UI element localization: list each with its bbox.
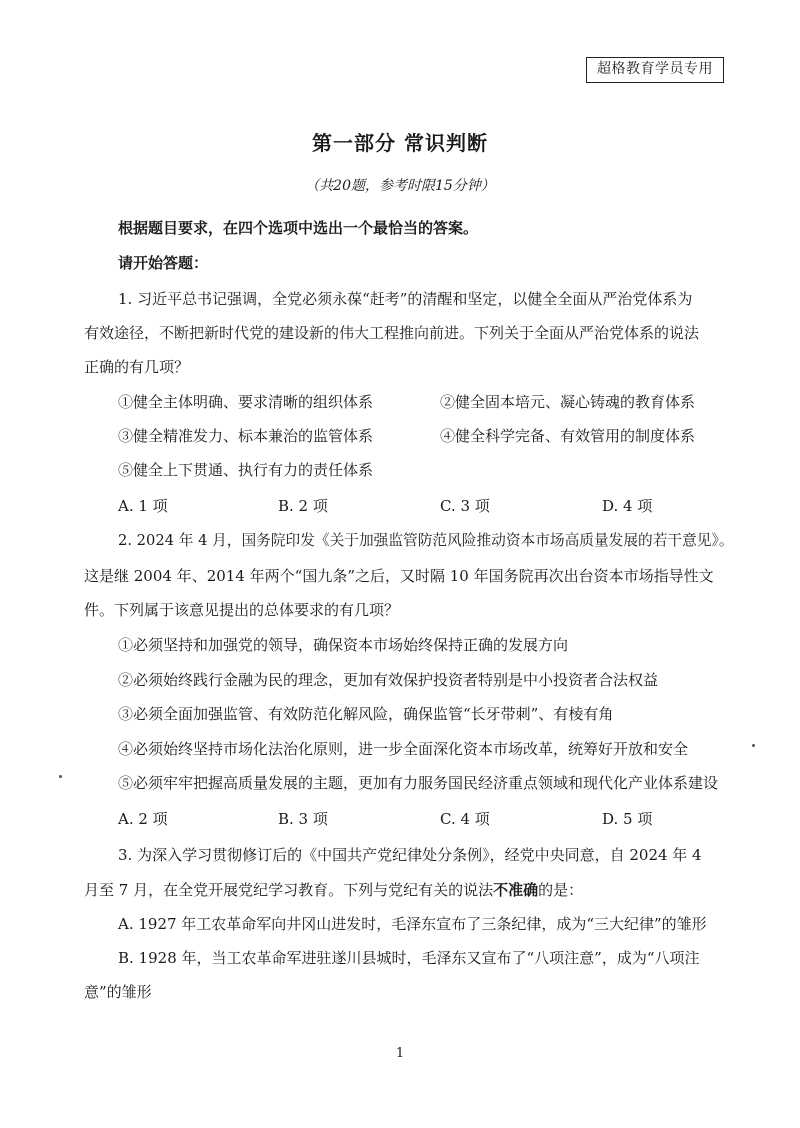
question-text-line: 1. 习近平总书记强调，全党必须永葆“赶考”的清醒和坚定，以健全全面从严治党体系为	[118, 290, 693, 308]
instruction-text: 根据题目要求，在四个选项中选出一个最恰当的答案。	[118, 219, 479, 237]
answer-option-b-continued: 意”的雏形	[84, 983, 152, 1001]
answer-option-d: D. 5 项	[602, 810, 653, 828]
question-text-segment: 的是：	[538, 881, 584, 899]
statement-item: ④必须始终坚持市场化法治化原则，进一步全面深化资本市场改革，统筹好开放和安全	[118, 740, 689, 758]
statement-item: ⑤健全上下贯通、执行有力的责任体系	[118, 461, 374, 479]
question-text-segment: 月至 7 月，在全党开展党纪学习教育。下列与党纪有关的说法	[84, 881, 494, 899]
answer-option-a: A. 1 项	[118, 497, 168, 515]
question-text-line: 2. 2024 年 4 月，国务院印发《关于加强监管防范风险推动资本市场高质量发展的若干意见》。	[118, 532, 734, 549]
start-text: 请开始答题：	[118, 254, 209, 272]
statement-item: ⑤必须牢牢把握高质量发展的主题，更加有力服务国民经济重点领域和现代化产业体系建设	[118, 774, 719, 792]
statement-item: ③必须全面加强监管、有效防范化解风险，确保监管“长牙带刺”、有棱有角	[118, 705, 614, 723]
question-text-line: 有效途径，不断把新时代党的建设新的伟大工程推向前进。下列关于全面从严治党体系的说法	[84, 324, 700, 342]
statement-item: ①健全主体明确、要求清晰的组织体系	[118, 393, 374, 411]
statement-item: ①必须坚持和加强党的领导，确保资本市场始终保持正确的发展方向	[118, 636, 569, 654]
page-number: 1	[395, 1046, 405, 1061]
answer-option-c: C. 3 项	[440, 497, 490, 515]
question-text-line: 3. 为深入学习贯彻修订后的《中国共产党纪律处分条例》，经党中央同意，自 2024 年 4	[118, 846, 702, 864]
statement-item: ③健全精准发力、标本兼治的监管体系	[118, 427, 374, 445]
answer-option-d: D. 4 项	[602, 497, 653, 515]
statement-item: ②健全固本培元、凝心铸魂的教育体系	[440, 393, 696, 411]
section-subtitle: （共20题，参考时限15分钟）	[305, 178, 495, 194]
answer-option-b: B. 1928 年，当工农革命军进驻遂川县城时，毛泽东又宣布了“八项注意”，成为“八项注	[118, 949, 700, 967]
answer-option-a: A. 1927 年工农革命军向井冈山进发时，毛泽东宣布了三条纪律，成为“三大纪律”的雏形	[118, 915, 707, 933]
statement-item: ④健全科学完备、有效管用的制度体系	[440, 427, 696, 445]
question-text-line	[84, 880, 583, 900]
statement-item: ②必须始终践行金融为民的理念，更加有效保护投资者特别是中小投资者合法权益	[118, 671, 659, 689]
question-text-line: 正确的有几项？	[84, 358, 190, 376]
student-only-stamp: 超格教育学员专用	[586, 57, 724, 83]
scan-speck	[752, 744, 755, 747]
answer-option-b: B. 3 项	[278, 810, 328, 828]
answer-option-c: C. 4 项	[440, 810, 490, 828]
emphasis-text: 不准确	[493, 881, 539, 899]
answer-option-b: B. 2 项	[278, 497, 328, 515]
answer-option-a: A. 2 项	[118, 810, 168, 828]
question-text-line: 这是继 2004 年、2014 年两个“国九条”之后，又时隔 10 年国务院再次出台资本市场指导性文	[84, 567, 714, 585]
question-text-line: 件。下列属于该意见提出的总体要求的有几项？	[84, 601, 400, 619]
section-title: 第一部分 常识判断	[312, 131, 488, 155]
scan-speck	[59, 775, 62, 778]
